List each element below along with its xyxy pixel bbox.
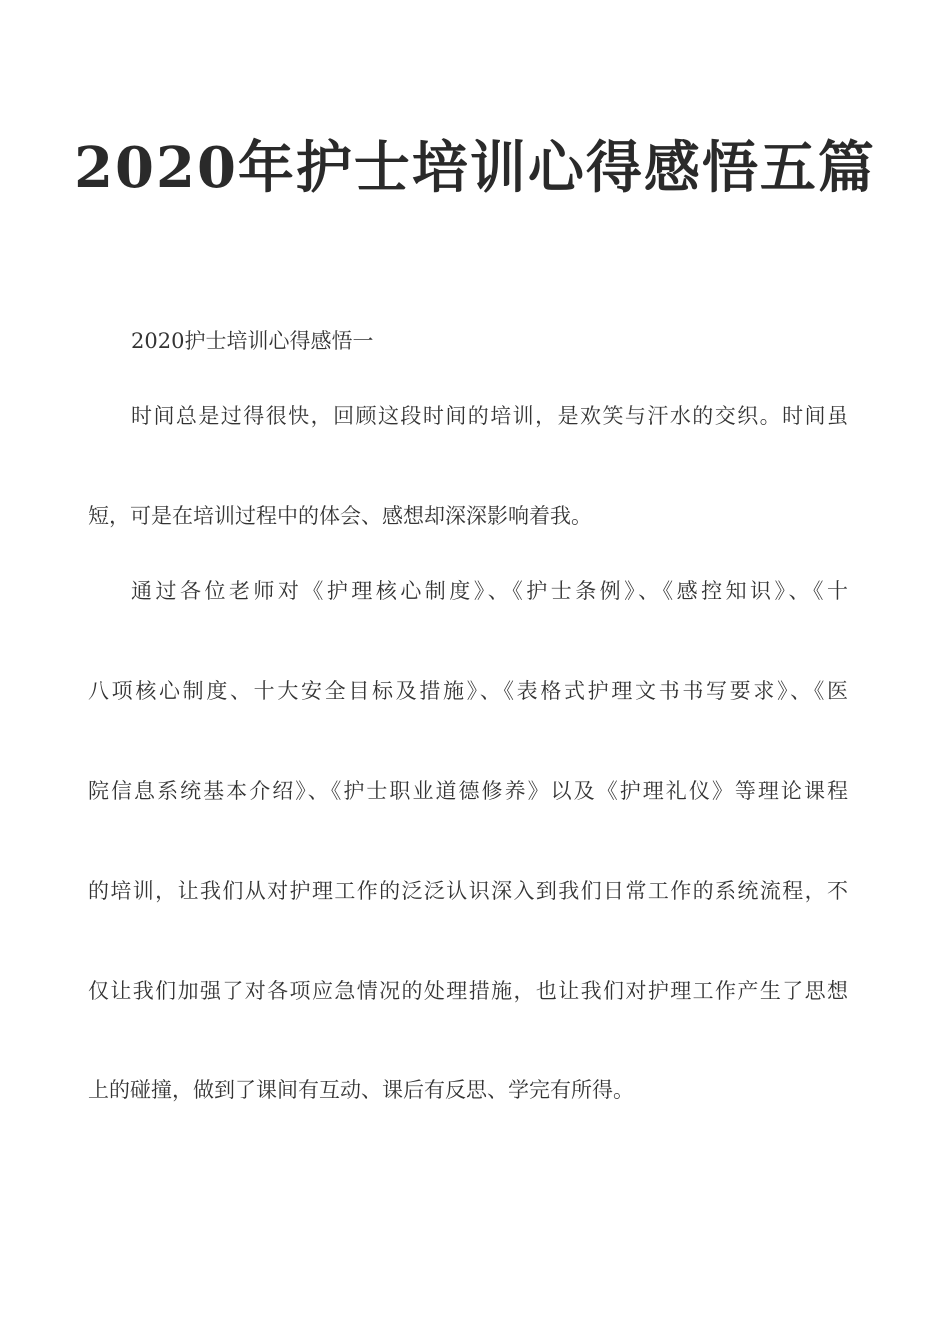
paragraph-2-line-6: 上的碰撞，做到了课间有互动、课后有反思、学完有所得。 <box>88 1078 634 1102</box>
paragraph-2-line-3: 院信息系统基本介绍》、《护士职业道德修养》以及《护理礼仪》等理论课程 <box>88 779 848 803</box>
paragraph-2-line-4: 的培训，让我们从对护理工作的泛泛认识深入到我们日常工作的系统流程，不 <box>88 879 848 903</box>
paragraph-1-line-2: 短，可是在培训过程中的体会、感想却深深影响着我。 <box>88 504 592 528</box>
document-title: 2020年护士培训心得感悟五篇 <box>74 135 876 201</box>
paragraph-2-line-5: 仅让我们加强了对各项应急情况的处理措施，也让我们对护理工作产生了思想 <box>88 979 848 1003</box>
paragraph-2-line-1: 通过各位老师对《护理核心制度》、《护士条例》、《感控知识》、《十 <box>131 579 848 603</box>
paragraph-2-line-2: 八项核心制度、十大安全目标及措施》、《表格式护理文书书写要求》、《医 <box>88 679 848 703</box>
paragraph-1-line-1: 时间总是过得很快，回顾这段时间的培训，是欢笑与汗水的交织。时间虽 <box>131 404 848 428</box>
section-heading: 2020护士培训心得感悟一 <box>131 329 374 353</box>
